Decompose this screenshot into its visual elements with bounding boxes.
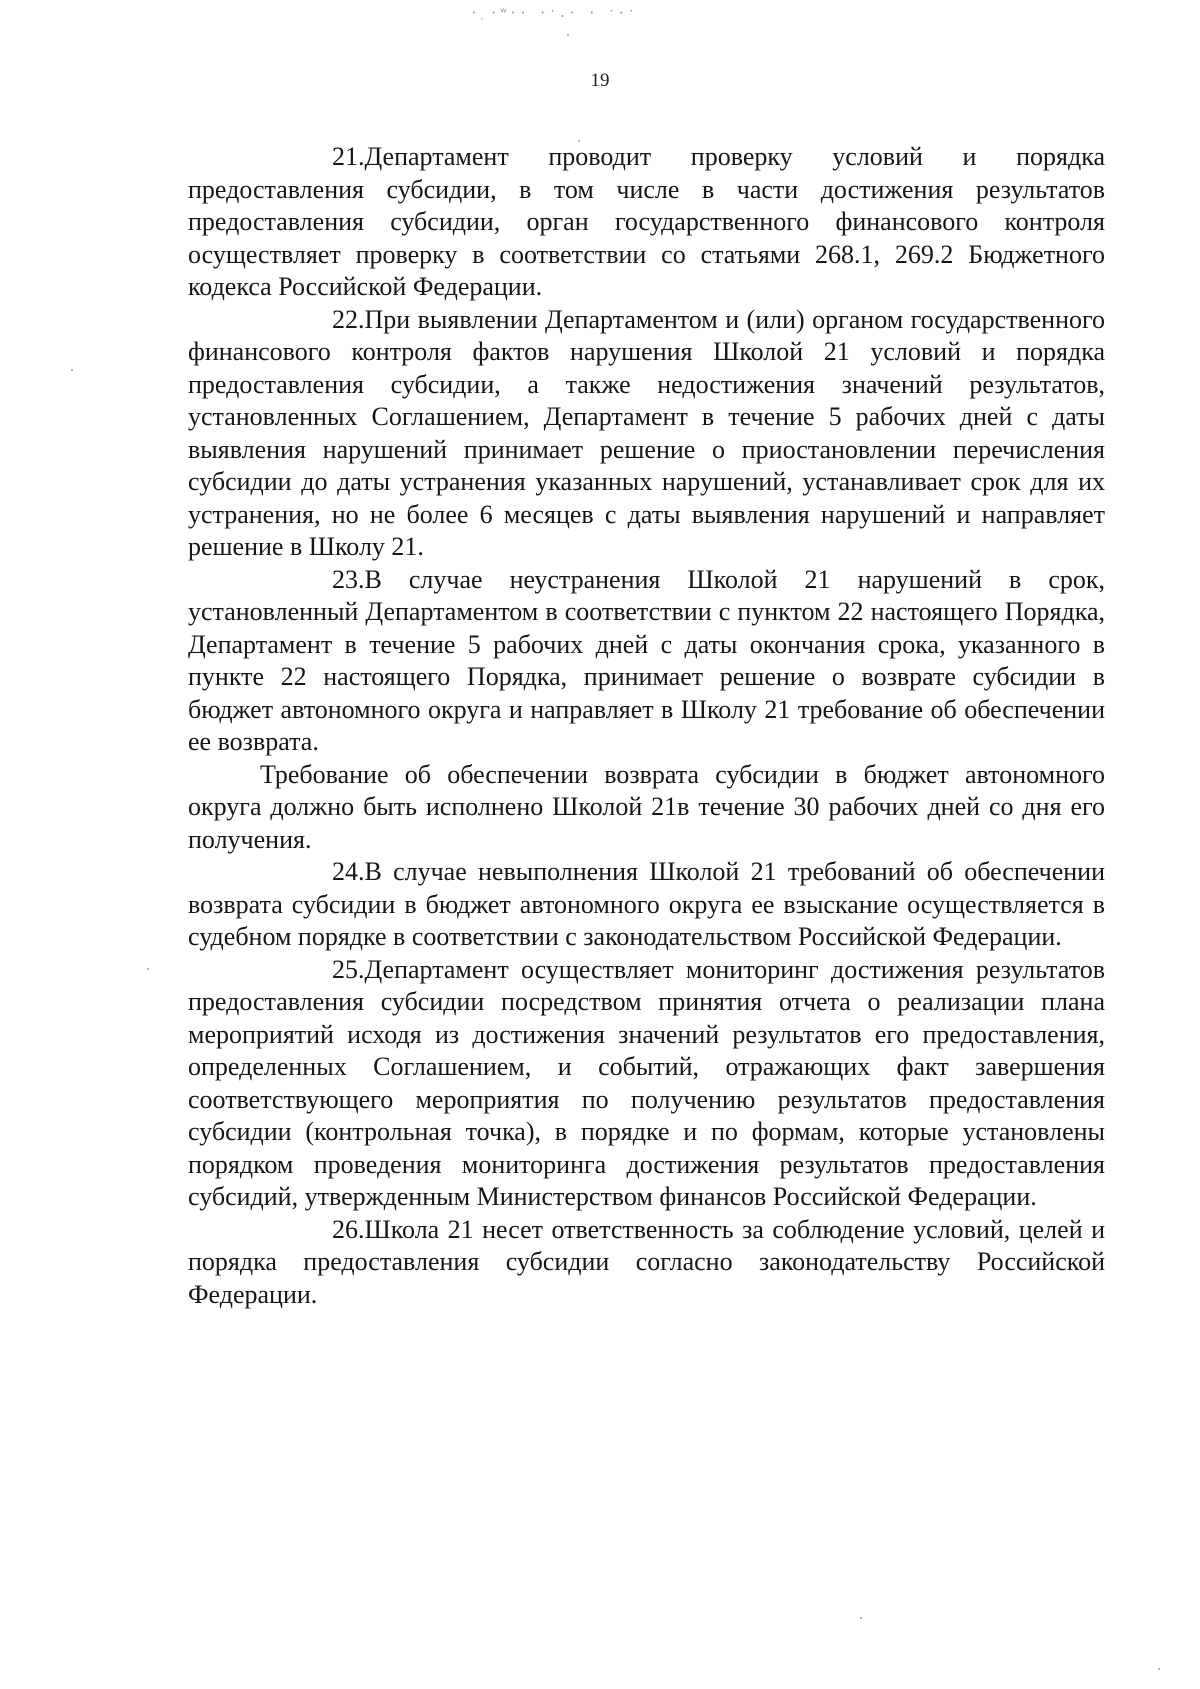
page-number: 19 xyxy=(590,70,610,91)
paragraph-23-continuation xyxy=(188,759,1105,857)
paragraph-text: Департамент проводит проверку условий и порядка предоставления субсидии, в том числе в части достижения результатов предоставления субсидии, орган государственного финансового контроля осуществляет проверку в соответствии со статьями 268.1, 269.2 Бюджетного кодекса Российской Федерации. xyxy=(188,142,1105,301)
scan-speck xyxy=(147,968,149,970)
paragraph-22 xyxy=(188,304,1105,564)
paragraph-number: 23. xyxy=(332,564,365,594)
scan-speck xyxy=(567,34,569,36)
paragraph-24 xyxy=(188,856,1105,954)
paragraph-text: В случае неустранения Школой 21 нарушений в срок, установленный Департаментом в соответствии с пунктом 22 настоящего Порядка, Департамент в течение 5 рабочих дней с даты окончания срока, указанного в пункте 22 настоящего Порядка, принимает решение о возврате субсидии в бюджет автономного округа и направляет в Школу 21 требование об обеспечении ее возврата. xyxy=(188,564,1105,756)
paragraph-text: В случае невыполнения Школой 21 требований об обеспечении возврата субсидии в бюджет автономного округа ее взыскание осуществляется в судебном порядке в соответствии с законодательством Российской Федерации. xyxy=(188,857,1105,951)
scan-speck xyxy=(578,140,580,142)
document-body xyxy=(188,141,1105,1311)
paragraph-number: 26. xyxy=(332,1214,365,1244)
paragraph-text: При выявлении Департаментом и (или) органом государственного финансового контроля фактов нарушения Школой 21 условий и порядка предоставления субсидии, а также недостижения значений результатов, установленных Соглашением, Департамент в течение 5 рабочих дней с даты выявления нарушений принимает решение о приостановлении перечисления субсидии до даты устранения указанных нарушений, устанавливает срок для их устранения, но не более 6 месяцев с даты выявления нарушений и направляет решение в Школу 21. xyxy=(188,304,1105,561)
paragraph-number: 22. xyxy=(332,304,365,334)
paragraph-number: 25. xyxy=(332,954,365,984)
paragraph-text: Департамент осуществляет мониторинг достижения результатов предоставления субсидии посредством принятия отчета о реализации плана мероприятий исходя из достижения значений результатов его предоставления, определенных Соглашением, и событий, отражающих факт завершения соответствующего мероприятия по получению результатов предоставления субсидии (контрольная точка), в порядке и по формам, которые установлены порядком проведения мониторинга достижения результатов предоставления субсидий, утвержденным Министерством финансов Российской Федерации. xyxy=(188,954,1105,1211)
paragraph-23 xyxy=(188,564,1105,759)
paragraph-21 xyxy=(188,141,1105,304)
paragraph-number: 21. xyxy=(332,142,365,171)
paragraph-25 xyxy=(188,954,1105,1214)
paragraph-text: Школа 21 несет ответственность за соблюдение условий, целей и порядка предоставления субсидии согласно законодательству Российской Федерации. xyxy=(188,1214,1105,1309)
paragraph-text: Требование об обеспечении возврата субсидии в бюджет автономного округа должно быть исполнено Школой 21в течение 30 рабочих дней со дня его получения. xyxy=(188,759,1105,854)
paragraph-number: 24. xyxy=(332,857,365,886)
scan-artifact-top: ·̣ ·ʷ·· ·ˑ.· · ˑ·ˑ xyxy=(470,6,638,21)
scan-speck xyxy=(860,1617,862,1619)
scan-speck xyxy=(1158,1668,1160,1670)
scan-speck xyxy=(71,369,73,371)
paragraph-26 xyxy=(188,1214,1105,1312)
